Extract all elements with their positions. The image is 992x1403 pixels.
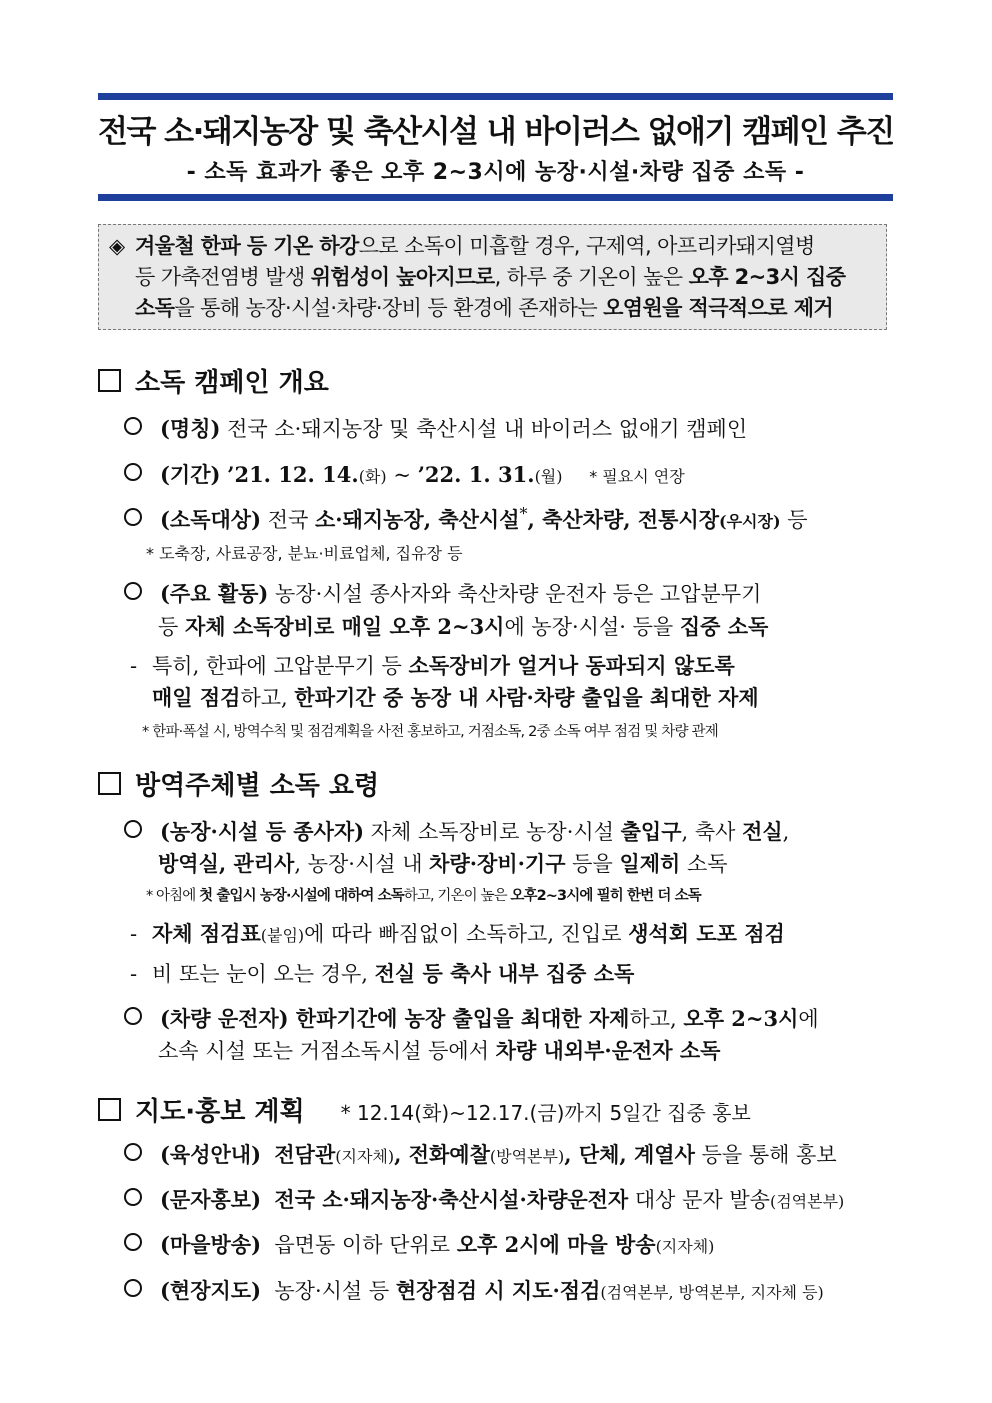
method-rain-item: - 비 또는 눈이 오는 경우, 전실 등 축사 내부 집중 소독 [130, 961, 635, 986]
diamond-bullet-icon: ◈ [109, 234, 125, 258]
guidance-village-item: (마을방송) 읍면동 이하 단위로 오후 2시에 마을 방송(지자체) [124, 1229, 714, 1259]
summary-box [98, 224, 887, 330]
method-farm-item: (농장·시설 등 종사자) 자체 소독장비로 농장·시설 출입구, 축사 전실, [124, 816, 789, 846]
circle-bullet-icon [124, 417, 142, 435]
guidance-field-item: (현장지도) 농장·시설 등 현장점검 시 지도·점검(검역본부, 방역본부, 지자체 등) [124, 1275, 824, 1305]
circle-bullet-icon [124, 463, 142, 481]
overview-target-item: (소독대상) 전국 소·돼지농장, 축산시설*, 축산차량, 전통시장(우시장) 등 [124, 504, 808, 534]
overview-special-line-2: 매일 점검하고, 한파기간 중 농장 내 사람·차량 출입을 최대한 자제 [152, 685, 759, 710]
circle-bullet-icon [124, 1007, 142, 1025]
checkbox-square-icon [98, 1098, 121, 1121]
circle-bullet-icon [124, 508, 142, 526]
method-farm-note: * 아침에 첫 출입시 농장·시설에 대하여 소독하고, 기온이 높은 오후2~3시에 필히 한번 더 소독 [146, 888, 701, 904]
summary-line-1: ◈ 겨울철 한파 등 기온 하강으로 소독이 미흡할 경우, 구제역, 아프리카돼지열병 [109, 231, 878, 262]
summary-line-2: 등 가축전염병 발생 위험성이 높아지므로, 하루 중 기온이 높은 오후 2~3시 집중 [135, 265, 846, 289]
checkbox-square-icon [98, 772, 121, 795]
circle-bullet-icon [124, 820, 142, 838]
overview-period-item: (기간) ’21. 12. 14.(화) ~ ’22. 1. 31.(월) * 필요시 연장 [124, 459, 685, 489]
circle-bullet-icon [124, 582, 142, 600]
title-block [98, 93, 893, 201]
section-method-heading: 방역주체별 소독 요령 [98, 765, 379, 802]
overview-special-item: - 특히, 한파에 고압분무기 등 소독장비가 얼거나 동파되지 않도록 [130, 653, 735, 678]
method-farm-line-2: 방역실, 관리사, 농장·시설 내 차량·장비·기구 등을 일제히 소독 [158, 851, 728, 876]
method-driver-line-2: 소속 시설 또는 거점소독시설 등에서 차량 내외부·운전자 소독 [158, 1038, 721, 1063]
guidance-sms-item: (문자홍보) 전국 소·돼지농장·축산시설·차량운전자 대상 문자 발송(검역본부) [124, 1184, 844, 1214]
document-title: 전국 소·돼지농장 및 축산시설 내 바이러스 없애기 캠페인 추진 [98, 114, 894, 150]
overview-name-item: (명칭) 전국 소·돼지농장 및 축산시설 내 바이러스 없애기 캠페인 [124, 413, 747, 443]
summary-line-3: 소독을 통해 농장·시설·차량·장비 등 환경에 존재하는 오염원을 적극적으로 제거 [135, 296, 834, 320]
method-checklist-item: - 자체 점검표(붙임)에 따라 빠짐없이 소독하고, 진입로 생석회 도포 점검 [130, 921, 785, 946]
overview-activity-item: (주요 활동) 농장·시설 종사자와 축산차량 운전자 등은 고압분무기 [124, 578, 761, 608]
section-overview-heading: 소독 캠페인 개요 [98, 362, 329, 399]
circle-bullet-icon [124, 1233, 142, 1251]
overview-special-note: * 한파·폭설 시, 방역수칙 및 점검계획을 사전 홍보하고, 거점소독, 2중 소독 여부 점검 및 차량 관제 [142, 724, 718, 740]
guidance-contact-item: (육성안내) 전담관(지자체), 전화예찰(방역본부), 단체, 계열사 등을 통해 홍보 [124, 1139, 837, 1169]
method-driver-item: (차량 운전자) 한파기간에 농장 출입을 최대한 자제하고, 오후 2~3시에 [124, 1003, 819, 1033]
title-bottom-bar [98, 194, 893, 201]
title-top-bar [98, 93, 893, 100]
circle-bullet-icon [124, 1279, 142, 1297]
section-guidance-heading: 지도·홍보 계획 * 12.14(화)~12.17.(금)까지 5일간 집중 홍보 [98, 1091, 751, 1128]
circle-bullet-icon [124, 1188, 142, 1206]
document-subtitle: - 소독 효과가 좋은 오후 2~3시에 농장·시설·차량 집중 소독 - [186, 160, 805, 185]
overview-target-note: * 도축장, 사료공장, 분뇨·비료업체, 집유장 등 [146, 544, 463, 563]
overview-activity-line-2: 등 자체 소독장비로 매일 오후 2~3시에 농장·시설· 등을 집중 소독 [158, 614, 769, 639]
circle-bullet-icon [124, 1143, 142, 1161]
checkbox-square-icon [98, 369, 121, 392]
